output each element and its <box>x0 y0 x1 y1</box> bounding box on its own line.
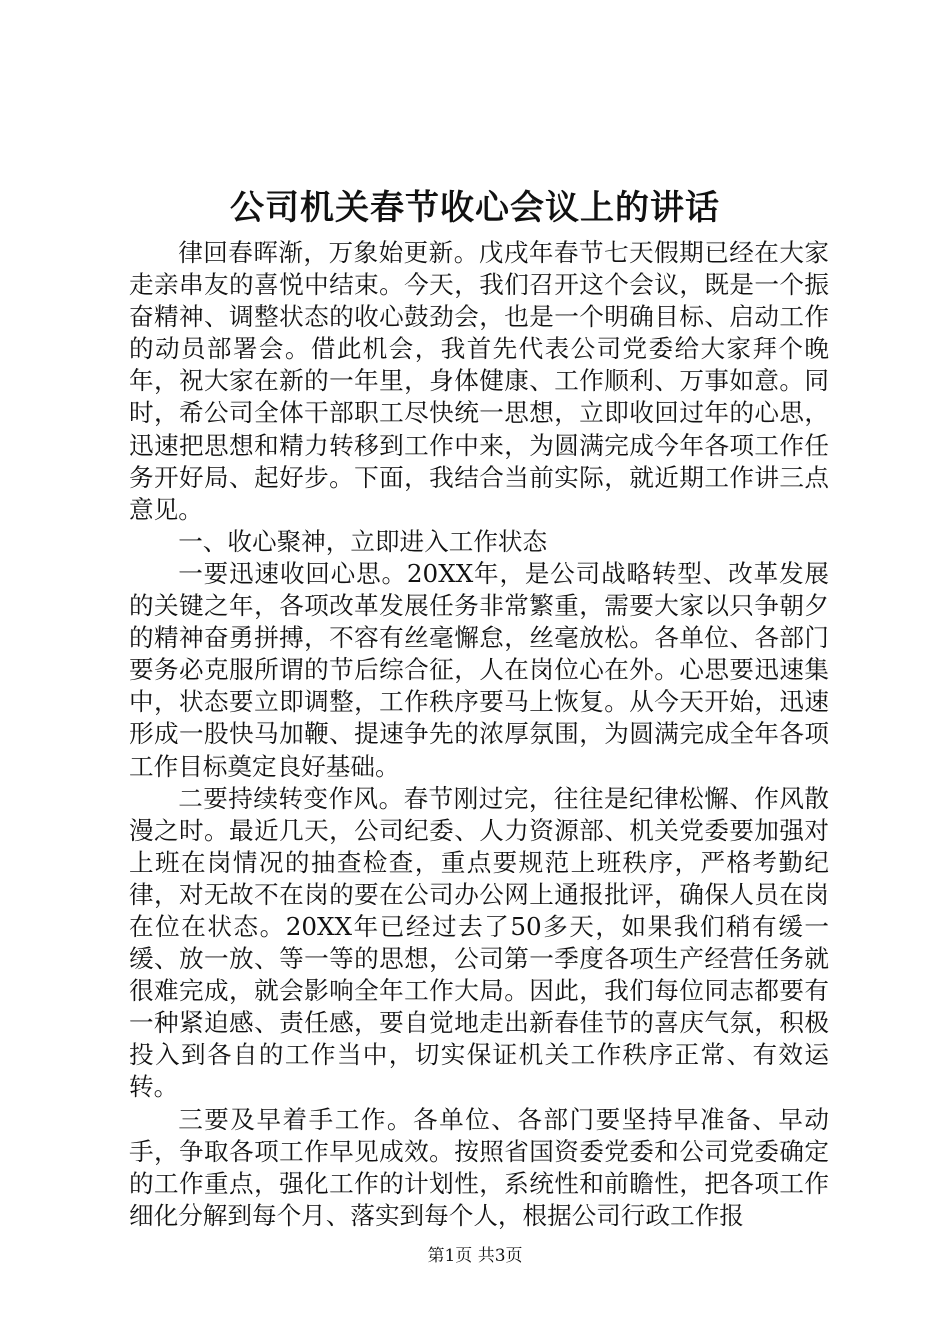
page-number-footer: 第1页 共3页 <box>427 1246 523 1266</box>
paragraph-intro: 律回春晖渐，万象始更新。戊戌年春节七天假期已经在大家走亲串友的喜悦中结束。今天，我们召开这个会议，既是一个振奋精神、调整状态的收心鼓劲会，也是一个明确目标、启动工作的动员部署会。借此机会，我首先代表公司党委给大家拜个晚年，祝大家在新的一年里，身体健康、工作顺利、万事如意。同时，希公司全体干部职工尽快统一思想，立即收回过年的心思，迅速把思想和精力转移到工作中来，为圆满完成今年各项工作任务开好局、起好步。下面，我结合当前实际，就近期工作讲三点意见。 <box>129 238 829 524</box>
paragraph-point-3: 三要及早着手工作。各单位、各部门要坚持早准备、早动手，争取各项工作早见成效。按照省国资委党委和公司党委确定的工作重点，强化工作的计划性，系统性和前瞻性，把各项工作细化分解到每个月、落实到每个人，根据公司行政工作报 <box>129 1104 829 1230</box>
document-body <box>129 237 829 1232</box>
paragraph-point-1: 一要迅速收回心思。20XX年，是公司战略转型、改革发展的关键之年，各项改革发展任务非常繁重，需要大家以只争朝夕的精神奋勇拼搏，不容有丝毫懈怠，丝毫放松。各单位、各部门要务必克服所谓的节后综合征，人在岗位心在外。心思要迅速集中，状态要立即调整，工作秩序要马上恢复。从今天开始，迅速形成一股快马加鞭、提速争先的浓厚氛围，为圆满完成全年各项工作目标奠定良好基础。 <box>129 558 829 781</box>
section-heading-1: 一、收心聚神，立即进入工作状态 <box>178 526 548 556</box>
paragraph-point-2: 二要持续转变作风。春节刚过完，往往是纪律松懈、作风散漫之时。最近几天，公司纪委、人力资源部、机关党委要加强对上班在岗情况的抽查检查，重点要规范上班秩序，严格考勤纪律，对无故不在岗的要在公司办公网上通报批评，确保人员在岗在位在状态。20XX年已经过去了50多天，如果我们稍有缓一缓、放一放、等一等的思想，公司第一季度各项生产经营任务就很难完成，就会影响全年工作大局。因此，我们每位同志都要有一种紧迫感、责任感，要自觉地走出新春佳节的喜庆气氛，积极投入到各自的工作当中，切实保证机关工作秩序正常、有效运转。 <box>129 783 829 1102</box>
document-title: 公司机关春节收心会议上的讲话 <box>230 188 720 228</box>
